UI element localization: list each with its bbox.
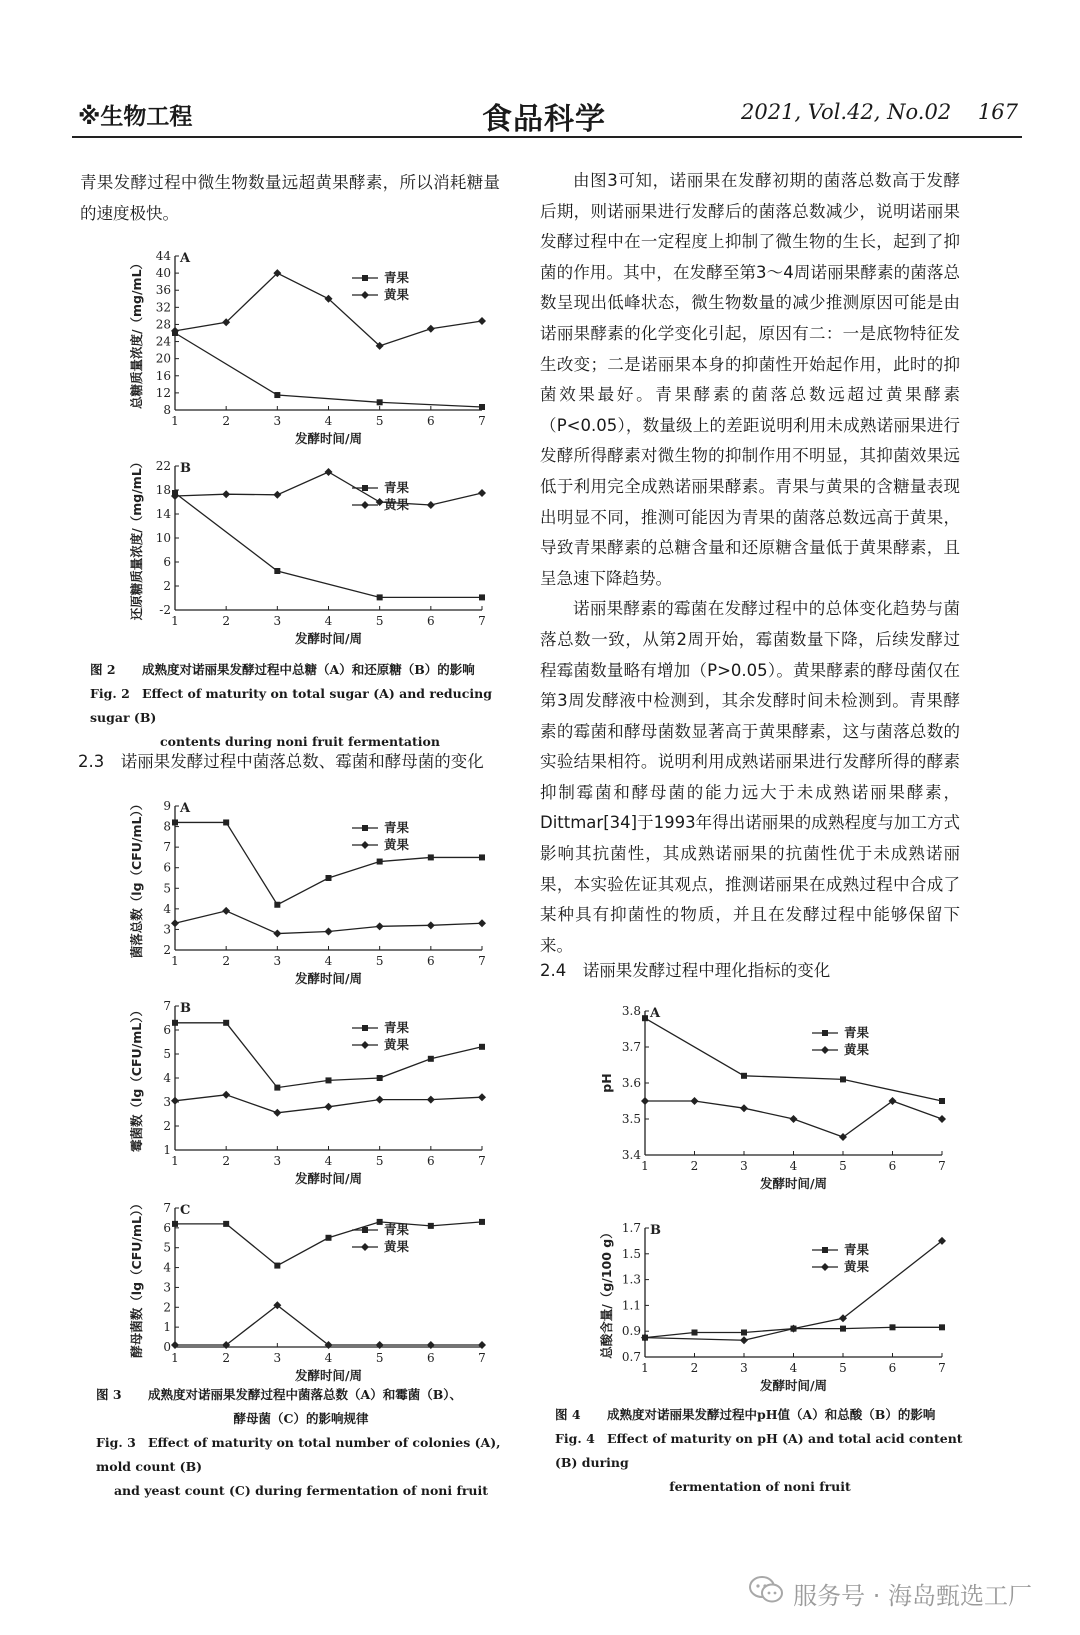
x-tick-label: 5 xyxy=(375,414,384,428)
y-tick-label: 5 xyxy=(163,1047,171,1061)
panel-letter: B xyxy=(180,461,191,476)
chart-total-sugar xyxy=(120,248,500,448)
legend-label: 青果 xyxy=(384,1222,410,1237)
fig2-en-caption-2: contents during noni fruit fermentation xyxy=(160,734,440,749)
x-tick-label: 1 xyxy=(171,954,179,968)
x-tick-label: 5 xyxy=(375,1154,384,1168)
y-tick-label: 3.4 xyxy=(621,1148,641,1162)
x-tick-label: 7 xyxy=(478,1154,486,1168)
y-tick-label: 2 xyxy=(163,579,171,593)
y-tick-label: 7 xyxy=(163,999,171,1013)
y-tick-label: 6 xyxy=(163,555,171,569)
y-axis-label: 总糖质量浓度/（mg/mL） xyxy=(129,256,144,410)
legend-label: 青果 xyxy=(844,1025,870,1040)
legend-label: 青果 xyxy=(384,480,410,495)
data-point-square xyxy=(223,1221,229,1227)
watermark-text: 服务号 · 海岛甄选工厂 xyxy=(793,1582,1032,1610)
data-point-diamond xyxy=(376,1341,384,1349)
section-2-3-heading: 2.3 诺丽果发酵过程中菌落总数、霉菌和酵母菌的变化 xyxy=(78,752,484,771)
y-tick-label: 0 xyxy=(163,1340,171,1354)
x-tick-label: 7 xyxy=(938,1361,946,1375)
series-line-green-fruit xyxy=(175,333,482,407)
y-tick-label: 3.6 xyxy=(621,1076,641,1090)
legend-marker-diamond xyxy=(361,1041,369,1049)
data-point-square xyxy=(741,1073,747,1079)
fig4-en-caption-2: fermentation of noni fruit xyxy=(669,1479,851,1494)
data-point-square xyxy=(741,1329,747,1335)
data-point-square xyxy=(326,1235,332,1241)
data-point-diamond xyxy=(273,1109,281,1117)
y-tick-label: 3.5 xyxy=(621,1112,641,1126)
x-tick-label: 7 xyxy=(478,614,486,628)
data-point-square xyxy=(223,819,229,825)
legend-label: 黄果 xyxy=(384,287,410,302)
data-point-square xyxy=(479,594,485,600)
x-tick-label: 1 xyxy=(171,614,179,628)
y-tick-label: 3 xyxy=(163,922,171,937)
y-tick-label: 3 xyxy=(163,1280,171,1295)
y-tick-label: 22 xyxy=(155,459,171,473)
y-tick-label: 2 xyxy=(163,943,171,957)
legend-label: 青果 xyxy=(384,820,410,835)
fig4-cn-label: 图 4 xyxy=(555,1407,581,1422)
data-point-diamond xyxy=(222,1091,230,1099)
data-point-diamond xyxy=(740,1104,748,1112)
legend-marker-diamond xyxy=(361,291,369,299)
chart-total-acid xyxy=(590,1220,960,1395)
data-point-diamond xyxy=(171,919,179,927)
y-tick-label: -2 xyxy=(159,603,171,617)
data-point-diamond xyxy=(376,922,384,930)
x-axis-label: 发酵时间/周 xyxy=(294,1171,363,1186)
x-tick-label: 2 xyxy=(222,1154,230,1168)
data-point-diamond xyxy=(790,1115,798,1123)
data-point-diamond xyxy=(641,1097,649,1105)
data-point-square xyxy=(840,1076,846,1082)
y-tick-label: 0.7 xyxy=(621,1350,641,1364)
x-tick-label: 7 xyxy=(478,414,486,428)
x-tick-label: 5 xyxy=(375,1351,384,1365)
data-point-diamond xyxy=(478,317,486,325)
data-point-square xyxy=(890,1324,896,1330)
series-line-green-fruit xyxy=(175,493,482,597)
right-column-text xyxy=(540,166,960,961)
x-tick-label: 3 xyxy=(273,1351,282,1365)
x-tick-label: 7 xyxy=(478,1351,486,1365)
legend-label: 青果 xyxy=(384,270,410,285)
chart-ph xyxy=(590,1003,960,1193)
series-line-green-fruit xyxy=(645,1018,942,1101)
data-point-square xyxy=(223,1020,229,1026)
data-point-diamond xyxy=(938,1115,946,1123)
fig3-cn-caption-2: 酵母菌（C）的影响规律 xyxy=(233,1411,369,1426)
series-line-green-fruit xyxy=(175,822,482,904)
y-tick-label: 28 xyxy=(155,317,171,332)
watermark xyxy=(793,1576,1032,1611)
data-point-square xyxy=(274,392,280,398)
fig3-en-label: Fig. 3 xyxy=(96,1435,136,1450)
data-point-square xyxy=(326,1077,332,1083)
data-point-diamond xyxy=(478,919,486,927)
x-tick-label: 6 xyxy=(427,1351,435,1365)
x-tick-label: 6 xyxy=(888,1361,897,1375)
data-point-square xyxy=(274,902,280,908)
panel-letter: C xyxy=(180,1203,191,1218)
legend-marker-diamond xyxy=(361,1243,369,1251)
fig4-caption xyxy=(555,1403,965,1499)
x-tick-label: 3 xyxy=(273,954,282,968)
data-point-square xyxy=(326,875,332,881)
x-tick-label: 4 xyxy=(789,1159,798,1173)
y-tick-label: 18 xyxy=(155,483,171,497)
series-line-yellow-fruit xyxy=(175,1305,482,1345)
y-axis-label: 还原糖质量浓度/（mg/mL） xyxy=(129,455,144,621)
paragraph-text: 青果发酵过程中微生物数量远超黄果酵素，所以消耗糖量的速度极快。 xyxy=(80,173,500,223)
y-tick-label: 9 xyxy=(163,799,171,813)
data-point-square xyxy=(428,1223,434,1229)
x-axis-label: 发酵时间/周 xyxy=(759,1378,828,1393)
x-tick-label: 4 xyxy=(789,1361,798,1375)
data-point-diamond xyxy=(427,1096,435,1104)
x-tick-label: 4 xyxy=(324,414,333,428)
fig3-en-caption-2: and yeast count (C) during fermentation of noni fruit xyxy=(113,1483,489,1498)
legend-marker-square xyxy=(362,1227,368,1233)
data-point-square xyxy=(840,1326,846,1332)
x-tick-label: 1 xyxy=(641,1159,649,1173)
x-axis-label: 发酵时间/周 xyxy=(294,1368,363,1383)
x-tick-label: 7 xyxy=(938,1159,946,1173)
y-tick-label: 44 xyxy=(155,249,171,263)
legend-marker-diamond xyxy=(361,841,369,849)
data-point-square xyxy=(172,819,178,825)
page-number: 167 xyxy=(977,100,1018,124)
data-point-diamond xyxy=(478,489,486,497)
x-tick-label: 3 xyxy=(273,1154,282,1168)
y-tick-label: 36 xyxy=(155,283,171,298)
data-point-diamond xyxy=(740,1336,748,1344)
panel-letter: A xyxy=(650,1006,661,1021)
x-tick-label: 3 xyxy=(273,614,282,628)
series-line-yellow-fruit xyxy=(175,273,482,346)
x-tick-label: 1 xyxy=(171,1351,179,1365)
data-point-square xyxy=(377,859,383,865)
data-point-square xyxy=(939,1098,945,1104)
y-tick-label: 3.8 xyxy=(621,1004,641,1018)
data-point-diamond xyxy=(478,1341,486,1349)
data-point-diamond xyxy=(376,1096,384,1104)
data-point-square xyxy=(428,854,434,860)
panel-letter: A xyxy=(180,801,191,816)
data-point-diamond xyxy=(427,501,435,509)
y-tick-label: 7 xyxy=(163,1201,171,1215)
data-point-diamond xyxy=(325,468,333,476)
legend-marker-square xyxy=(362,1025,368,1031)
legend-label: 黄果 xyxy=(384,1239,410,1254)
x-tick-label: 4 xyxy=(324,954,333,968)
legend-label: 青果 xyxy=(384,1020,410,1035)
legend-marker-square xyxy=(362,485,368,491)
x-tick-label: 2 xyxy=(222,1351,230,1365)
data-point-diamond xyxy=(273,930,281,938)
fig2-en-label: Fig. 2 xyxy=(90,686,130,701)
x-tick-label: 6 xyxy=(427,954,435,968)
data-point-diamond xyxy=(171,1341,179,1349)
legend-marker-diamond xyxy=(821,1263,829,1271)
x-axis-label: 发酵时间/周 xyxy=(294,631,363,646)
fig4-en-caption-1: Effect of maturity on pH (A) and total acid content (B) during xyxy=(555,1431,963,1470)
legend-marker-square xyxy=(362,825,368,831)
data-point-square xyxy=(692,1329,698,1335)
x-tick-label: 3 xyxy=(740,1159,748,1173)
journal-title: 食品科学 xyxy=(482,102,606,137)
x-tick-label: 2 xyxy=(690,1361,699,1375)
y-tick-label: 6 xyxy=(163,1220,171,1235)
fig2-en-caption-1: Effect of maturity on total sugar (A) and reducing sugar (B) xyxy=(90,686,492,725)
x-tick-label: 4 xyxy=(324,1154,333,1168)
y-tick-label: 2 xyxy=(163,1300,171,1315)
x-axis-label: 发酵时间/周 xyxy=(294,431,363,446)
data-point-square xyxy=(479,1219,485,1225)
y-tick-label: 20 xyxy=(155,351,171,366)
y-axis-label: 霉菌数（lg（CFU/mL）） xyxy=(129,1004,144,1152)
y-tick-label: 8 xyxy=(163,403,171,417)
y-axis-label: 酵母菌数（lg（CFU/mL）） xyxy=(129,1197,144,1358)
y-tick-label: 4 xyxy=(163,1260,171,1275)
y-tick-label: 1.5 xyxy=(621,1246,641,1261)
issue-and-page xyxy=(741,100,1018,124)
data-point-square xyxy=(274,1085,280,1091)
x-tick-label: 2 xyxy=(222,414,230,428)
y-tick-label: 1 xyxy=(163,1320,171,1335)
legend-marker-diamond xyxy=(361,501,369,509)
data-point-diamond xyxy=(325,927,333,935)
fig3-cn-label: 图 3 xyxy=(96,1387,122,1402)
panel-letter: B xyxy=(650,1223,661,1238)
y-tick-label: 1 xyxy=(163,1143,171,1157)
y-tick-label: 2 xyxy=(163,1119,171,1133)
x-tick-label: 3 xyxy=(273,414,282,428)
data-point-square xyxy=(479,1044,485,1050)
legend-marker-square xyxy=(822,1247,828,1253)
data-point-diamond xyxy=(222,490,230,498)
series-line-yellow-fruit xyxy=(175,472,482,505)
y-tick-label: 14 xyxy=(155,507,171,521)
data-point-square xyxy=(377,594,383,600)
x-tick-label: 1 xyxy=(171,1154,179,1168)
y-tick-label: 3 xyxy=(163,1095,171,1109)
data-point-square xyxy=(479,854,485,860)
data-point-diamond xyxy=(171,1097,179,1105)
left-top-paragraph xyxy=(80,168,500,229)
y-axis-label: 菌落总数（lg（CFU/mL）） xyxy=(129,797,144,959)
x-axis-label: 发酵时间/周 xyxy=(759,1176,828,1191)
y-tick-label: 16 xyxy=(155,368,171,383)
x-tick-label: 1 xyxy=(641,1361,649,1375)
header-rule xyxy=(72,136,1022,138)
x-tick-label: 4 xyxy=(324,1351,333,1365)
x-tick-label: 5 xyxy=(375,954,384,968)
fig2-cn-label: 图 2 xyxy=(90,662,116,677)
data-point-square xyxy=(479,404,485,410)
legend-marker-square xyxy=(362,275,368,281)
chart-mold-count xyxy=(120,998,500,1188)
y-tick-label: 5 xyxy=(163,881,171,896)
fig4-en-label: Fig. 4 xyxy=(555,1431,595,1446)
data-point-diamond xyxy=(478,1093,486,1101)
x-tick-label: 5 xyxy=(839,1159,847,1173)
data-point-diamond xyxy=(273,491,281,499)
fig2-caption xyxy=(90,658,510,754)
data-point-square xyxy=(172,1020,178,1026)
fig2-cn-caption: 成熟度对诺丽果发酵过程中总糖（A）和还原糖（B）的影响 xyxy=(142,662,475,677)
x-axis-label: 发酵时间/周 xyxy=(294,971,363,986)
data-point-square xyxy=(377,1219,383,1225)
y-tick-label: 12 xyxy=(155,385,171,400)
y-tick-label: 4 xyxy=(163,1071,171,1085)
y-tick-label: 0.9 xyxy=(621,1324,641,1339)
chat-bubble-icon xyxy=(749,1576,783,1604)
legend-marker-square xyxy=(822,1030,828,1036)
x-tick-label: 7 xyxy=(478,954,486,968)
data-point-square xyxy=(642,1015,648,1021)
chart-reducing-sugar xyxy=(120,455,500,648)
legend-label: 黄果 xyxy=(844,1259,870,1274)
data-point-square xyxy=(939,1324,945,1330)
paragraph-fig3-discussion: 由图3可知，诺丽果在发酵初期的菌落总数高于发酵后期，则诺丽果进行发酵后的菌落总数减少，说明诺丽果发酵过程中在一定程度上抑制了微生物的生长，起到了抑菌的作用。其中，在发酵至第3～4周诺丽果酵素的菌落总数呈现出低峰状态，微生物数量的减少推测原因可能是由诺丽果酵素的化学变化引起，原因有二：一是底物特征发生改变；二是诺丽果本身的抑菌性开始起作用，此时的抑菌效果最好。青果酵素的菌落总数远超过黄果酵素（P<0.05），数量级上的差距说明利用未成熟诺丽果进行发酵所得酵素对微生物的抑制作用不明显，其抑菌效果远低于利用完全成熟诺丽果酵素。青果与黄果的含糖量表现出明显不同，推测可能因为青果的菌落总数远高于黄果，导致青果酵素的总糖含量和还原糖含量低于黄果酵素，且呈急速下降趋势。 xyxy=(540,171,960,588)
y-axis-label: pH xyxy=(599,1073,614,1093)
y-tick-label: 1.3 xyxy=(621,1272,641,1287)
data-point-diamond xyxy=(325,1103,333,1111)
y-tick-label: 5 xyxy=(163,1240,171,1255)
x-tick-label: 2 xyxy=(222,954,230,968)
fig3-caption xyxy=(96,1383,506,1503)
y-tick-label: 40 xyxy=(155,266,171,281)
data-point-diamond xyxy=(427,1341,435,1349)
y-tick-label: 3.7 xyxy=(621,1040,641,1054)
data-point-square xyxy=(274,1263,280,1269)
data-point-square xyxy=(377,399,383,405)
y-tick-label: 1.1 xyxy=(621,1298,641,1313)
paragraph-mold-yeast: 诺丽果酵素的霉菌在发酵过程中的总体变化趋势与菌落总数一致，从第2周开始，霉菌数量下降，后续发酵过程霉菌数量略有增加（P>0.05）。黄果酵素的酵母菌仅在第3周发酵液中检测到，其余发酵时间未检测到。青果酵素的霉菌和酵母菌数显著高于黄果酵素，这与菌落总数的实验结果相符。说明利用成熟诺丽果进行发酵所得的酵素抑制霉菌和酵母菌的能力远大于未成熟诺丽果酵素，Dittmar[34]于1993年得出诺丽果的成熟程度与加工方式影响其抗菌性，其成熟诺丽果的抗菌性优于未成熟诺丽果，本实验佐证其观点，推测诺丽果在成熟过程中合成了某种具有抑菌性的物质，并且在发酵过程中能够保留下来。 xyxy=(540,599,960,955)
x-tick-label: 2 xyxy=(690,1159,699,1173)
y-tick-label: 6 xyxy=(163,1023,171,1037)
data-point-square xyxy=(377,1075,383,1081)
data-point-square xyxy=(274,568,280,574)
panel-letter: A xyxy=(180,251,191,266)
legend-label: 黄果 xyxy=(844,1042,870,1057)
x-tick-label: 1 xyxy=(171,414,179,428)
y-tick-label: 10 xyxy=(155,531,171,545)
legend-label: 青果 xyxy=(844,1242,870,1257)
legend-label: 黄果 xyxy=(384,1037,410,1052)
fig4-cn-caption: 成熟度对诺丽果发酵过程中pH值（A）和总酸（B）的影响 xyxy=(607,1407,936,1422)
y-tick-label: 24 xyxy=(155,334,171,349)
x-tick-label: 6 xyxy=(427,614,435,628)
fig3-cn-caption-1: 成熟度对诺丽果发酵过程中菌落总数（A）和霉菌（B）、 xyxy=(148,1387,463,1402)
issue-info: 2021, Vol.42, No.02 xyxy=(741,100,952,124)
x-tick-label: 6 xyxy=(427,414,435,428)
y-tick-label: 6 xyxy=(163,860,171,875)
section-label: ※生物工程 xyxy=(78,104,193,130)
section-2-4-heading: 2.4 诺丽果发酵过程中理化指标的变化 xyxy=(540,961,831,980)
legend-label: 黄果 xyxy=(384,497,410,512)
y-tick-label: 8 xyxy=(163,819,171,834)
chart-total-colonies xyxy=(120,798,500,988)
x-tick-label: 3 xyxy=(740,1361,748,1375)
series-line-green-fruit xyxy=(175,1222,482,1266)
data-point-diamond xyxy=(691,1097,699,1105)
y-tick-label: 1.7 xyxy=(621,1221,641,1235)
x-tick-label: 4 xyxy=(324,614,333,628)
x-tick-label: 5 xyxy=(839,1361,847,1375)
x-tick-label: 2 xyxy=(222,614,230,628)
y-axis-label: 总酸含量/（g/100 g） xyxy=(599,1226,614,1359)
legend-marker-diamond xyxy=(821,1046,829,1054)
data-point-diamond xyxy=(427,921,435,929)
panel-letter: B xyxy=(180,1001,191,1016)
x-tick-label: 5 xyxy=(375,614,384,628)
y-tick-label: 32 xyxy=(155,300,171,315)
x-tick-label: 6 xyxy=(427,1154,435,1168)
fig3-en-caption-1: Effect of maturity on total number of colonies (A), mold count (B) xyxy=(96,1435,501,1474)
y-tick-label: 7 xyxy=(163,840,171,855)
data-point-diamond xyxy=(427,325,435,333)
data-point-diamond xyxy=(222,907,230,915)
data-point-square xyxy=(428,1056,434,1062)
data-point-square xyxy=(172,1221,178,1227)
chart-yeast-count xyxy=(120,1197,500,1385)
x-tick-label: 6 xyxy=(888,1159,897,1173)
y-tick-label: 4 xyxy=(163,901,171,916)
legend-label: 黄果 xyxy=(384,837,410,852)
